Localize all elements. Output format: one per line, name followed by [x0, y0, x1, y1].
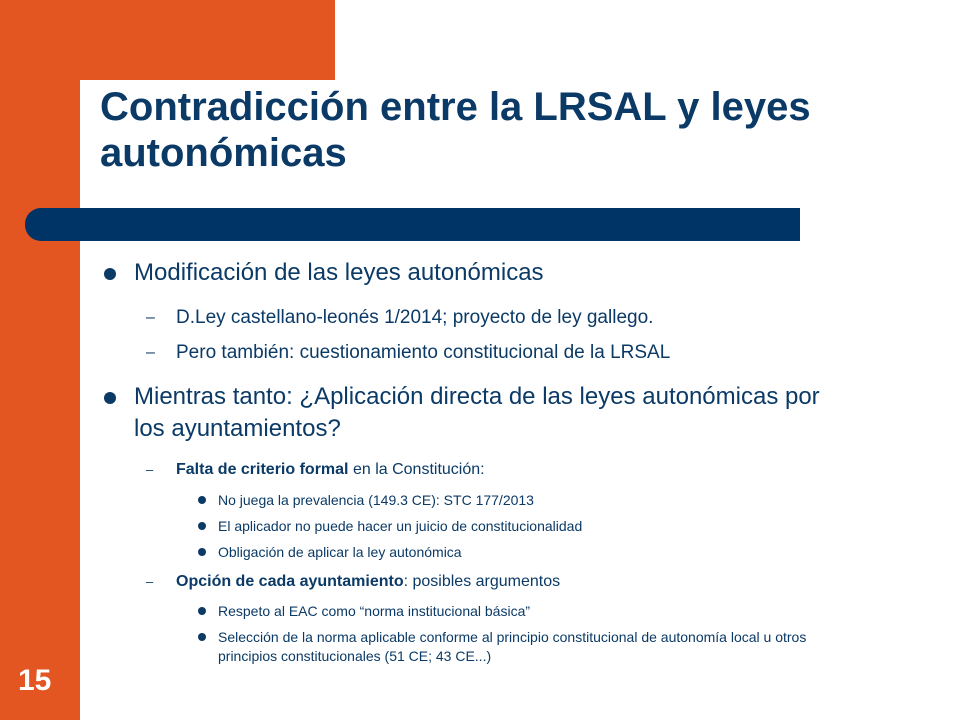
dash-icon: – [146, 462, 154, 477]
bullet-dot-icon [198, 633, 206, 641]
item-text: El aplicador no puede hacer un juicio de constitucionalidad [218, 518, 583, 534]
bullet-2-sub-1-bold: Falta de criterio formal [176, 461, 349, 478]
bullet-dot-icon [198, 607, 206, 615]
dash-icon: – [146, 309, 155, 326]
bullet-1 [134, 257, 854, 289]
dash-icon: – [146, 574, 154, 589]
item-text: No juega la prevalencia (149.3 CE): STC 177/2013 [218, 492, 534, 508]
bullet-1-sub-1 [146, 306, 876, 330]
bullet-dot-icon [104, 392, 116, 404]
bullet-2-sub-1-item-2 [218, 517, 838, 536]
bullet-dot-icon [104, 268, 116, 280]
bullet-2-sub-2 [146, 571, 876, 593]
bullet-dot-icon [198, 548, 206, 556]
bullet-1-sub-1-text: D.Ley castellano-leonés 1/2014; proyecto de ley gallego. [176, 307, 654, 328]
bullet-2-sub-2-item-2 [218, 628, 838, 666]
bullet-2-sub-1-item-1 [218, 491, 838, 510]
bullet-1-sub-2 [146, 341, 876, 365]
item-text: Obligación de aplicar la ley autonómica [218, 544, 462, 560]
bullet-dot-icon [198, 522, 206, 530]
bullet-2-sub-1 [146, 459, 876, 481]
bullet-dot-icon [198, 496, 206, 504]
item-text: Respeto al EAC como “norma institucional básica” [218, 603, 531, 619]
bullet-2-sub-2-bold: Opción de cada ayuntamiento [176, 573, 404, 590]
bullet-1-sub-2-text: Pero también: cuestionamiento constitucional de la LRSAL [176, 342, 671, 363]
bullet-2-sub-1-item-3 [218, 543, 838, 562]
bullet-2-sub-2-item-1 [218, 602, 838, 621]
item-text: Selección de la norma aplicable conforme al principio constitucional de autonomía local u otros principios constitucionales (51 CE; 43 CE...) [218, 629, 807, 664]
slide-title: Contradicción entre la LRSAL y leyes autonómicas [100, 85, 811, 175]
bullet-2-sub-1-rest: en la Constitución: [348, 461, 485, 478]
bullet-1-text: Modificación de las leyes autonómicas [134, 259, 544, 286]
dash-icon: – [146, 344, 155, 361]
page-number: 15 [18, 664, 52, 697]
bullet-2 [134, 381, 854, 445]
bullet-2-text: Mientras tanto: ¿Aplicación directa de las leyes autonómicas por los ayuntamientos? [134, 383, 820, 442]
bullet-2-sub-2-rest: : posibles argumentos [403, 573, 561, 590]
